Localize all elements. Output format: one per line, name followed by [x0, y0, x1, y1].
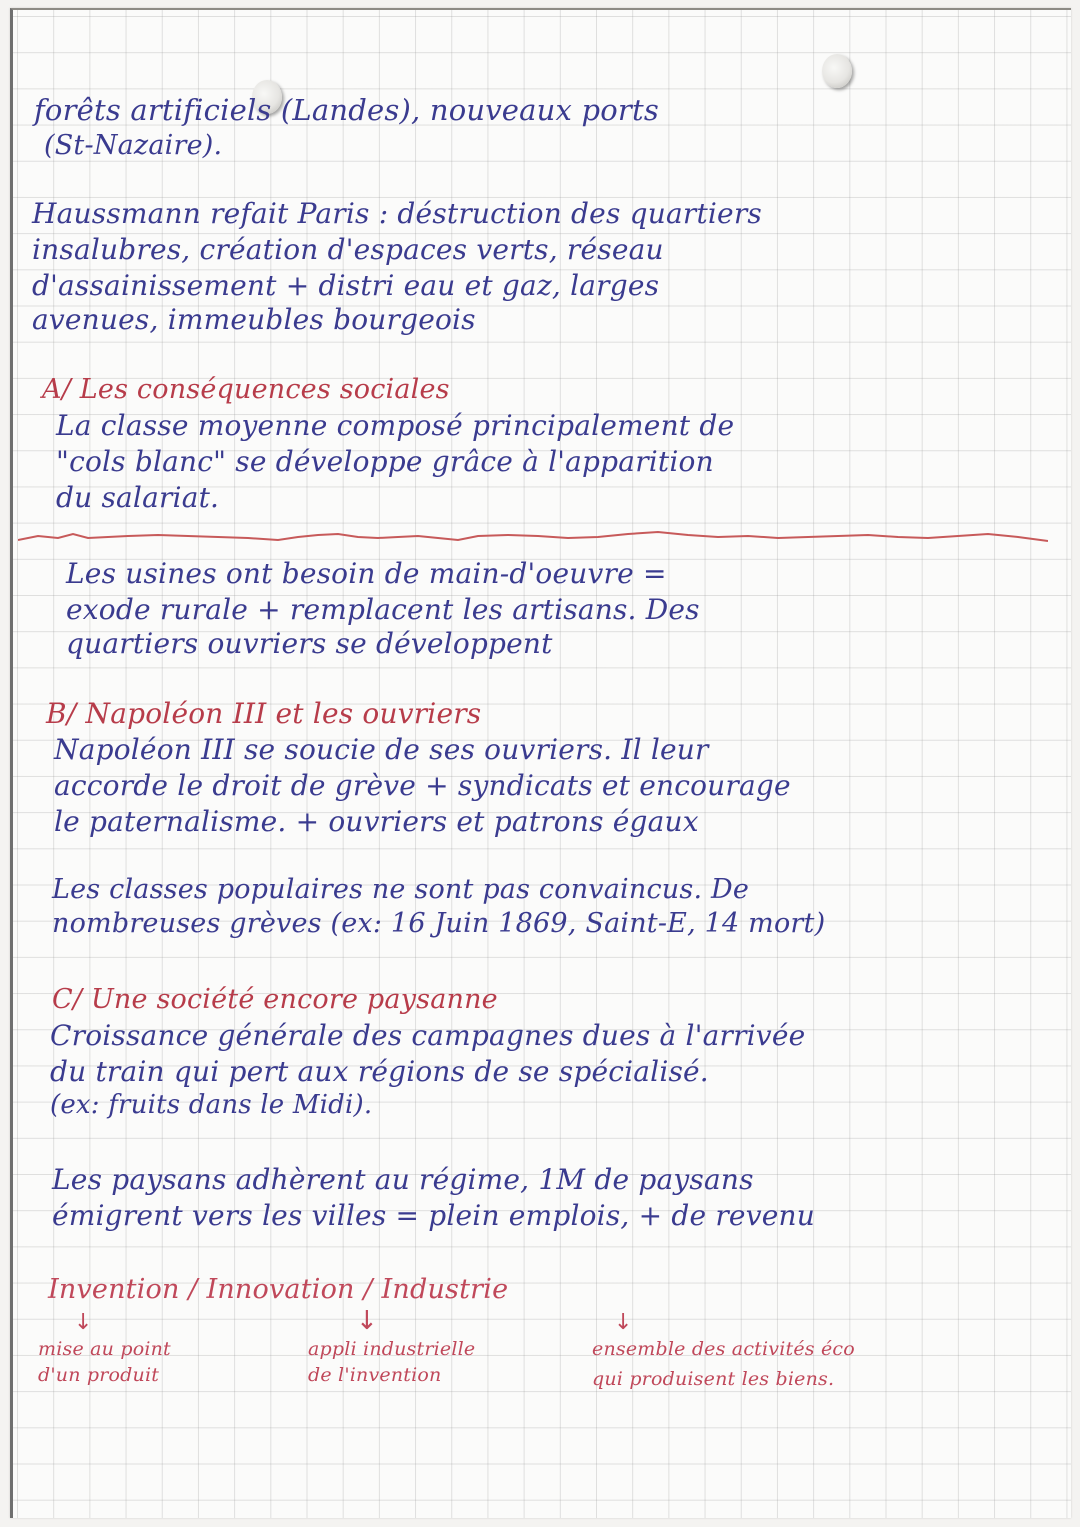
definition-industrie-line1: ensemble des activités éco: [592, 1338, 855, 1360]
note-line: d'assainissement + distri eau et gaz, larges: [32, 269, 660, 302]
note-line: Napoléon III se soucie de ses ouvriers. Il leur: [54, 733, 709, 766]
note-line: insalubres, création d'espaces verts, réseau: [32, 233, 664, 266]
note-line: accorde le droit de grève + syndicats et encourage: [54, 769, 791, 802]
arrow-down-icon: ↓: [356, 1306, 378, 1336]
note-line: avenues, immeubles bourgeois: [32, 303, 476, 336]
definition-innovation-line2: de l'invention: [308, 1364, 442, 1386]
note-line: nombreuses grèves (ex: 16 Juin 1869, Saint-E, 14 mort): [52, 908, 826, 939]
punch-hole-right: [822, 54, 852, 88]
note-line: (St-Nazaire).: [44, 130, 223, 161]
arrow-down-icon: ↓: [74, 1310, 93, 1335]
section-heading-a: A/ Les conséquences sociales: [42, 374, 450, 405]
note-line: Croissance générale des campagnes dues à l'arrivée: [50, 1019, 806, 1052]
definition-invention-line2: d'un produit: [38, 1364, 160, 1386]
definition-industrie-line2: qui produisent les biens.: [592, 1368, 835, 1390]
note-line: Haussmann refait Paris : déstruction des quartiers: [32, 197, 762, 230]
definitions-header: Invention / Innovation / Industrie: [48, 1274, 509, 1305]
note-line: du salariat.: [56, 481, 220, 514]
note-line: émigrent vers les villes = plein emplois, + de revenu: [52, 1199, 815, 1232]
note-line: forêts artificiels (Landes), nouveaux ports: [34, 93, 659, 127]
note-line: Les usines ont besoin de main-d'oeuvre =: [66, 557, 667, 590]
section-heading-c: C/ Une société encore paysanne: [52, 984, 498, 1015]
definition-invention-line1: mise au point: [38, 1338, 171, 1360]
note-line: du train qui pert aux régions de se spécialisé.: [50, 1055, 709, 1088]
section-heading-b: B/ Napoléon III et les ouvriers: [46, 697, 482, 730]
note-line: le paternalisme. + ouvriers et patrons égaux: [54, 805, 699, 838]
note-line: Les classes populaires ne sont pas convaincus. De: [52, 874, 750, 905]
note-line: Les paysans adhèrent au régime, 1M de paysans: [52, 1163, 754, 1196]
note-line: (ex: fruits dans le Midi).: [50, 1090, 373, 1120]
arrow-down-icon: ↓: [614, 1310, 633, 1335]
note-line: quartiers ouvriers se développent: [66, 627, 553, 660]
note-line: La classe moyenne composé principalement de: [56, 409, 735, 442]
definition-innovation-line1: appli industrielle: [308, 1338, 476, 1360]
note-line: "cols blanc" se développe grâce à l'apparition: [56, 445, 714, 478]
note-line: exode rurale + remplacent les artisans. Des: [66, 593, 700, 626]
wavy-divider: [18, 528, 1048, 548]
